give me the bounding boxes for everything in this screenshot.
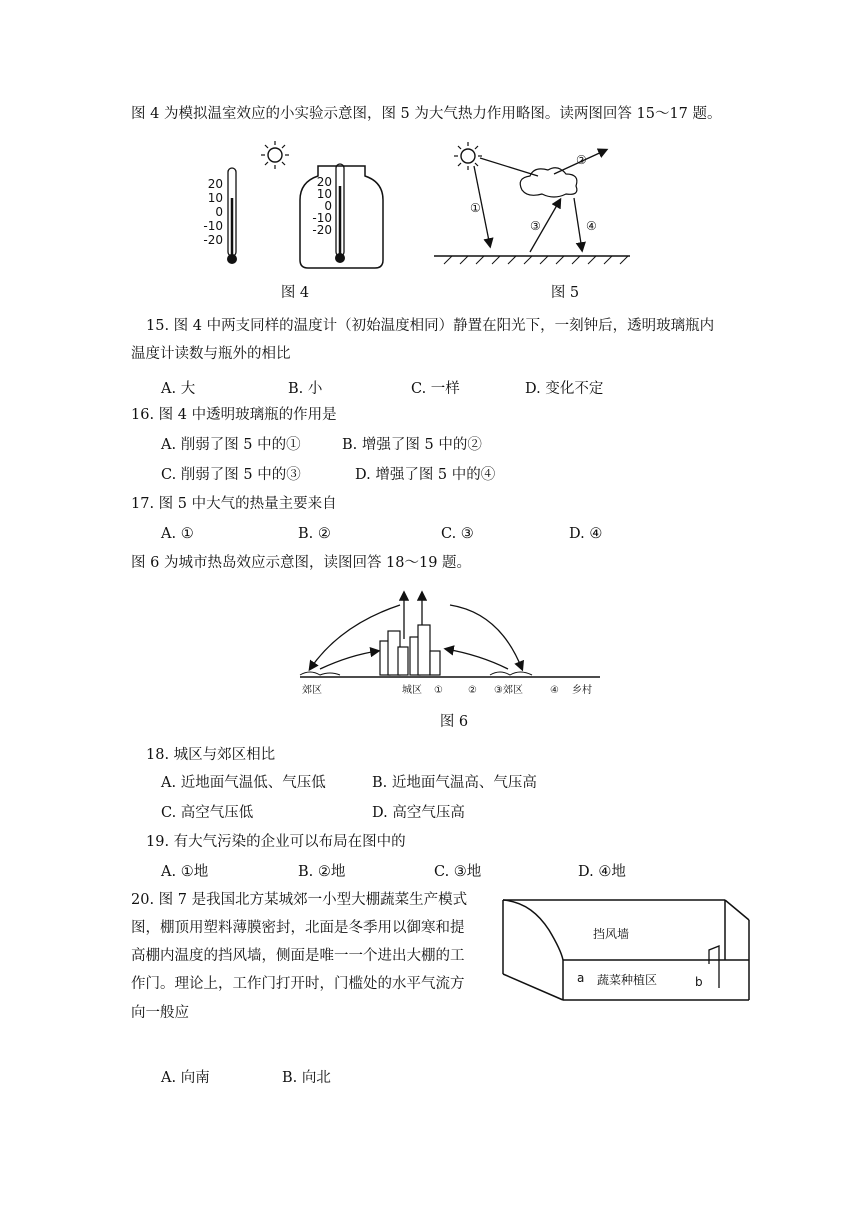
q16-option-a: A. 削弱了图 5 中的①: [161, 437, 301, 453]
q15-option-b: B. 小: [288, 381, 323, 397]
intro-fig6: 图 6 为城市热岛效应示意图，读图回答 18～19 题。: [131, 555, 472, 571]
city-buildings: [380, 625, 440, 675]
arrow-4: [574, 198, 582, 250]
label-suburb-left: 郊区: [302, 685, 322, 696]
label-2: ②: [468, 685, 477, 696]
q17-option-c: C. ③: [441, 526, 474, 542]
q20-line5: 向一般应: [131, 1005, 189, 1021]
label-3-suburb: ③郊区: [494, 685, 523, 696]
arrow-surface-left: [320, 651, 378, 669]
sun-icon: [454, 142, 482, 170]
scale-label: -20: [312, 223, 332, 237]
hills-right: [490, 672, 532, 675]
q15-option-c: C. 一样: [411, 381, 460, 397]
ground-hatch: [444, 256, 628, 264]
q19-option-b: B. ②地: [298, 864, 346, 880]
q20-line2: 图，棚顶用塑料薄膜密封，北面是冬季用以御寒和提: [131, 920, 465, 936]
figure-5-caption: 图 5: [550, 285, 580, 301]
q19-stem: 19. 有大气污染的企业可以布局在图中的: [146, 834, 406, 850]
q19-option-d: D. ④地: [578, 864, 626, 880]
label-4: ④: [550, 685, 559, 696]
q15-option-d: D. 变化不定: [525, 381, 604, 397]
q17-option-b: B. ②: [298, 526, 331, 542]
label-1: ①: [434, 685, 443, 696]
q15-stem-line2: 温度计读数与瓶外的相比: [131, 346, 291, 362]
scale-label: 10: [316, 187, 332, 201]
label-vegetable-area: 蔬菜种植区: [597, 973, 658, 987]
q20-line1: 20. 图 7 是我国北方某城郊一小型大棚蔬菜生产模式: [131, 892, 468, 908]
q16-option-d: D. 增强了图 5 中的④: [355, 467, 496, 483]
hills-left: [300, 672, 340, 675]
q15-stem-line1: 15. 图 4 中两支同样的温度计（初始温度相同）静置在阳光下，一刻钟后，透明玻璃瓶内: [146, 318, 715, 334]
q17-stem: 17. 图 5 中大气的热量主要来自: [131, 496, 337, 512]
q15-option-a: A. 大: [161, 381, 196, 397]
figure-4-greenhouse-experiment: [195, 138, 395, 268]
label-3: ③: [530, 219, 541, 233]
arrow-surface-right: [446, 649, 508, 669]
scale-label: -10: [203, 219, 223, 233]
q20-option-b: B. 向北: [282, 1070, 331, 1086]
scale-label: -10: [312, 211, 332, 225]
label-wind-wall: 挡风墙: [593, 927, 630, 941]
figure-5-atmosphere-heat: [434, 142, 634, 262]
q18-stem: 18. 城区与郊区相比: [146, 747, 276, 763]
scale-label: -20: [203, 233, 223, 247]
figure-4-caption: 图 4: [280, 285, 310, 301]
q20-line3: 高棚内温度的挡风墙，侧面是唯一一个进出大棚的工: [131, 948, 465, 964]
scale-label: 20: [207, 177, 223, 191]
figure-6-caption: 图 6: [439, 714, 469, 730]
q16-stem: 16. 图 4 中透明玻璃瓶的作用是: [131, 407, 337, 423]
label-a: a: [577, 971, 585, 985]
label-city: 城区: [402, 685, 422, 696]
q18-option-c: C. 高空气压低: [161, 805, 254, 821]
label-2: ②: [576, 153, 587, 167]
label-4: ④: [586, 219, 597, 233]
q19-option-c: C. ③地: [434, 864, 482, 880]
sun-icon: [261, 141, 289, 169]
q16-option-c: C. 削弱了图 5 中的③: [161, 467, 301, 483]
thermometer-outside: [227, 168, 237, 264]
intro-fig4-fig5: 图 4 为模拟温室效应的小实验示意图，图 5 为大气热力作用略图。读两图回答 15～17 题。: [131, 106, 722, 122]
thermometer-scale-inside: [312, 175, 332, 237]
q19-option-a: A. ①地: [161, 864, 209, 880]
arrow-sun-to-cloud: [480, 158, 538, 176]
q16-option-b: B. 增强了图 5 中的②: [342, 437, 482, 453]
q18-option-a: A. 近地面气温低、气压低: [161, 775, 326, 791]
q17-option-a: A. ①: [161, 526, 194, 542]
q17-option-d: D. ④: [569, 526, 603, 542]
scale-label: 0: [324, 199, 332, 213]
thermometer-scale-outside: [203, 177, 223, 247]
q20-line4: 作门。理论上，工作门打开时，门槛处的水平气流方: [131, 976, 465, 992]
scale-label: 10: [207, 191, 223, 205]
figure-7-greenhouse: [497, 890, 759, 1006]
q18-option-d: D. 高空气压高: [372, 805, 465, 821]
cloud-icon: [520, 168, 577, 197]
thermometer-inside: [335, 164, 345, 263]
q18-option-b: B. 近地面气温高、气压高: [372, 775, 537, 791]
label-village: 乡村: [572, 685, 592, 696]
label-1: ①: [470, 201, 481, 215]
figure-6-urban-heat-island: [300, 585, 610, 703]
scale-label: 20: [316, 175, 332, 189]
scale-label: 0: [215, 205, 223, 219]
label-b: b: [695, 975, 703, 989]
q20-option-a: A. 向南: [161, 1070, 210, 1086]
